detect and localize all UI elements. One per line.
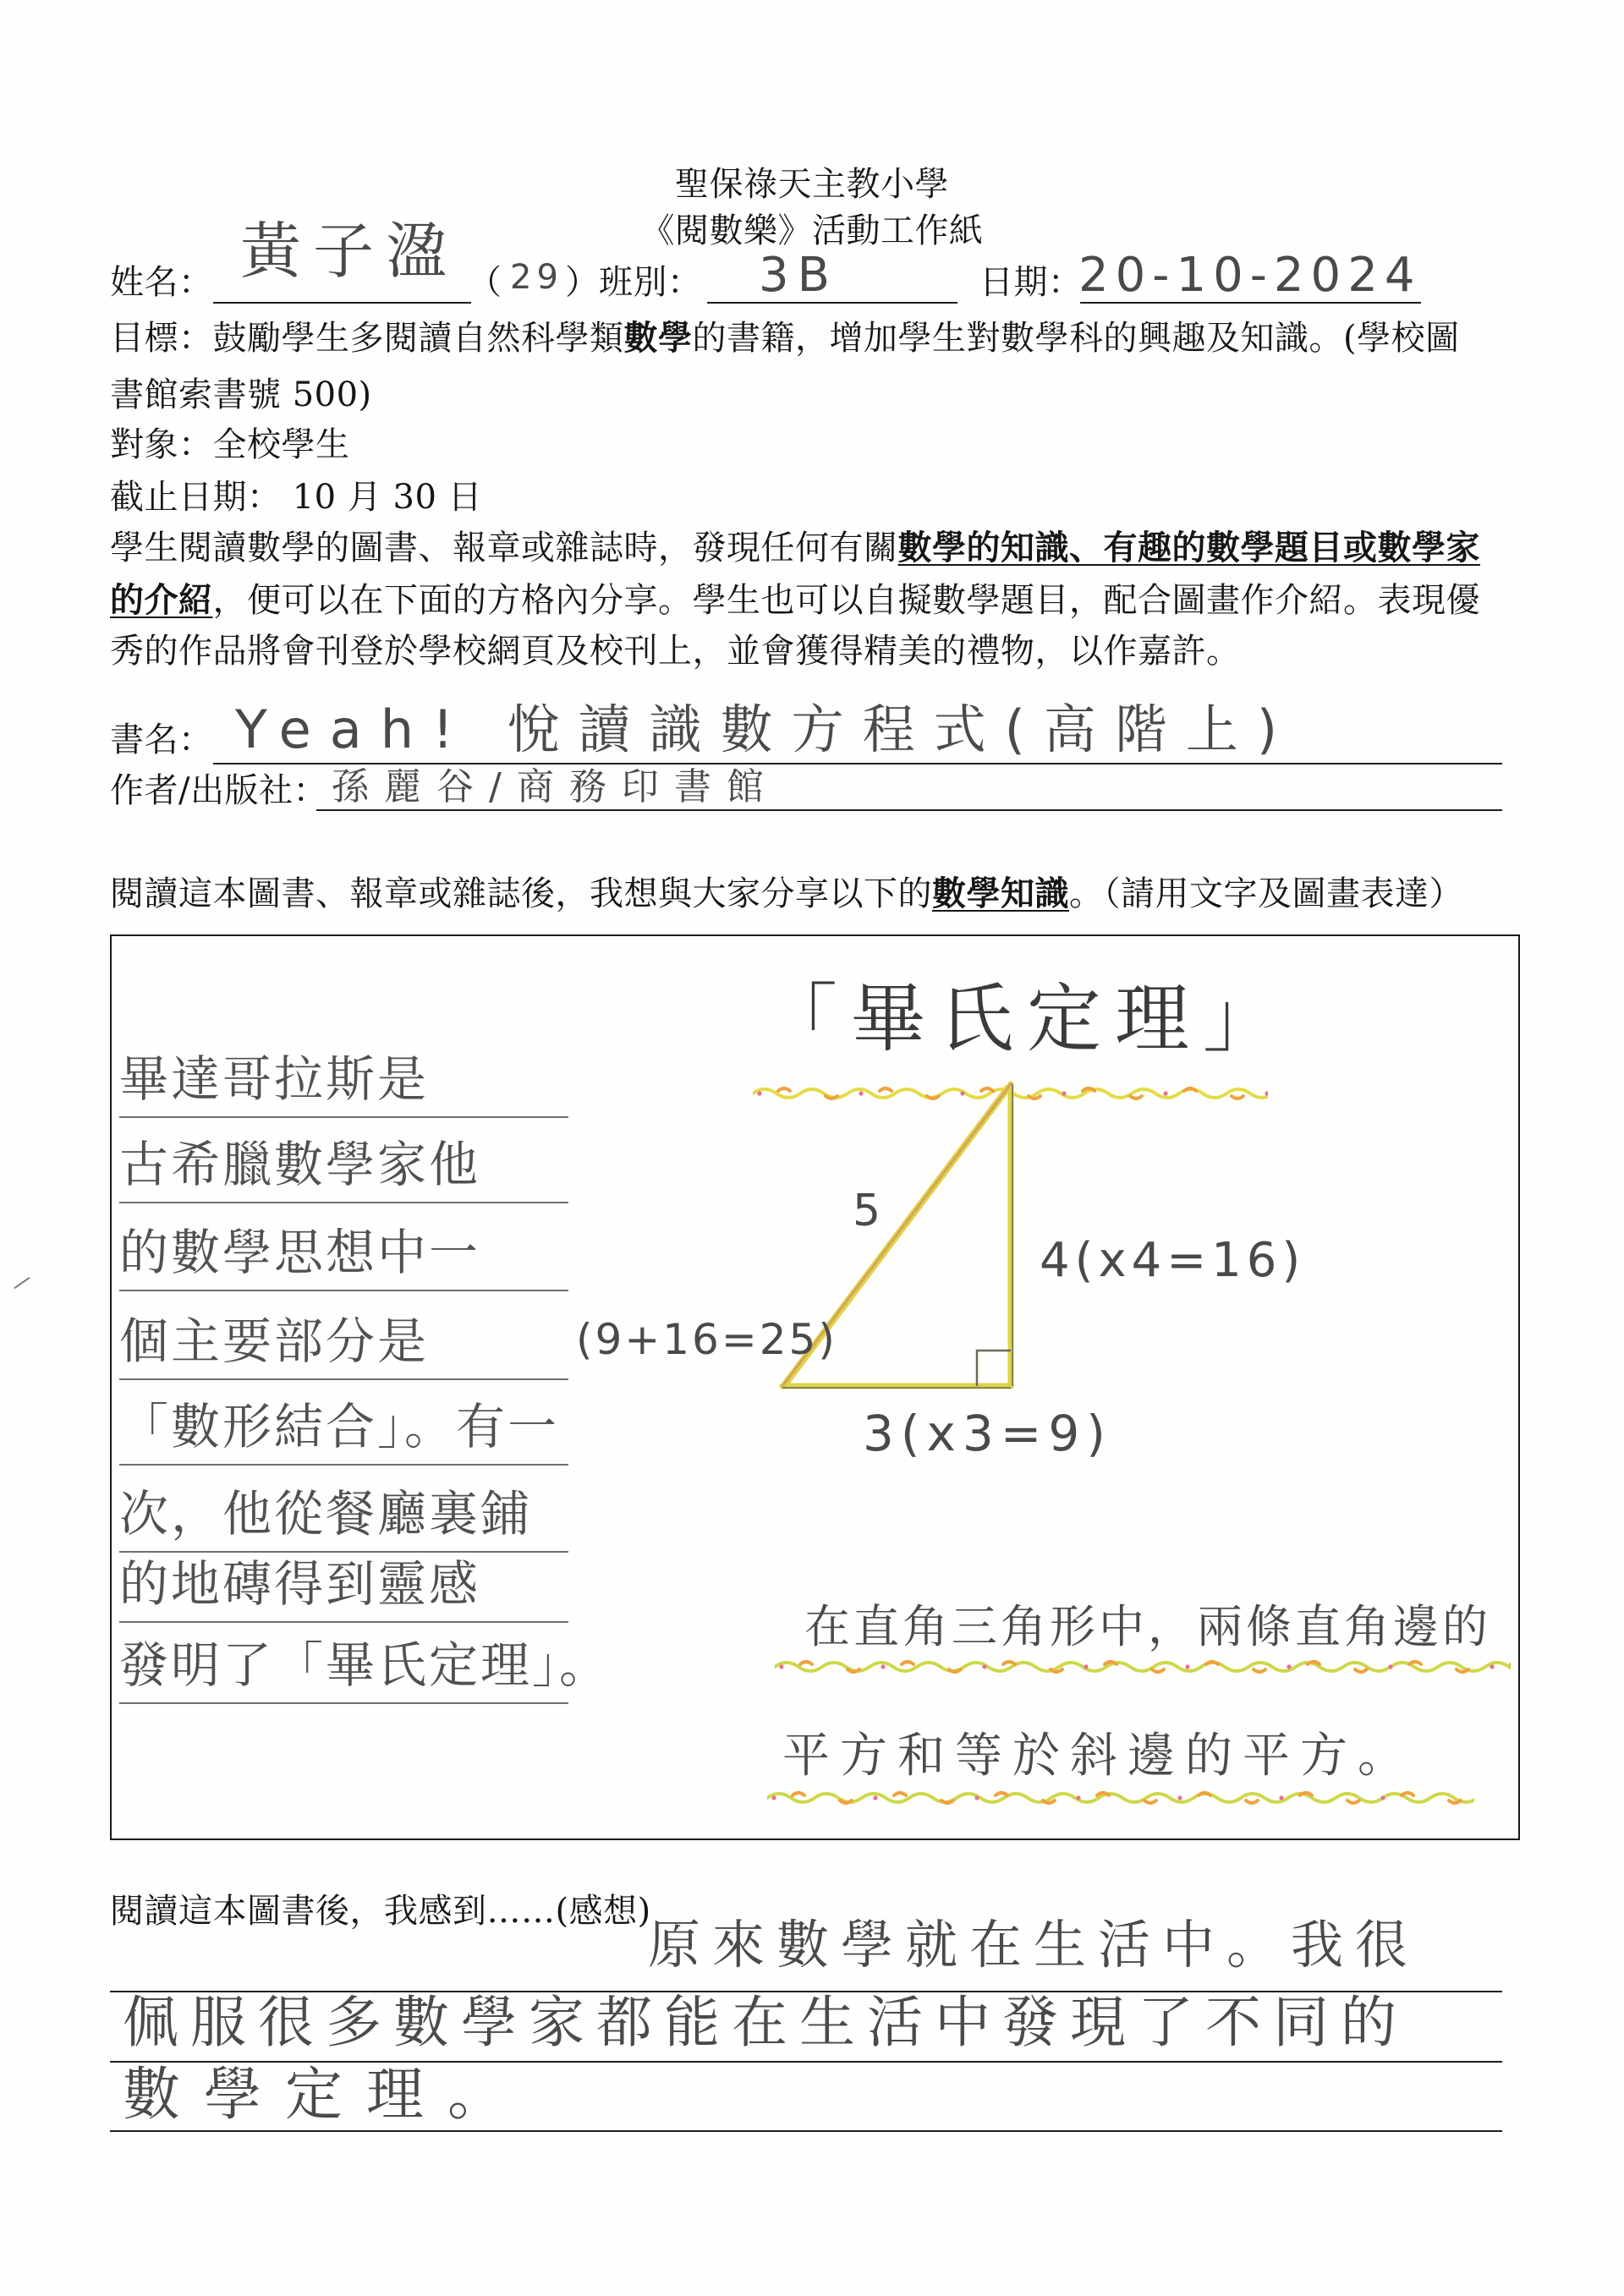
book-title: Yeah! 悅讀識數方程式(高階上)	[235, 699, 1297, 760]
date-label: 日期：	[979, 263, 1083, 302]
share-prompt-text: 。（請用文字及圖畫表達）	[1069, 874, 1463, 913]
reflection-line: 原來數學就在生活中。我很	[648, 1914, 1420, 1975]
date-value: 20-10-2024	[1078, 248, 1422, 303]
share-prompt	[110, 874, 1463, 914]
author-publisher: 孫麗谷/商務印書館	[332, 765, 779, 808]
instructions-text: 學生閱讀數學的圖書、報章或雜誌時，發現任何有關	[110, 529, 898, 567]
target-audience: 對象：全校學生	[110, 425, 350, 464]
share-prompt-text: 閱讀這本圖書、報章或雜誌後，我想與大家分享以下的	[110, 874, 932, 913]
theorem-wavy-underline	[775, 1655, 1511, 1679]
story-line: 次，他從餐廳裏鋪	[119, 1477, 568, 1553]
wave-accent-layer	[767, 1786, 1474, 1810]
story-line: 的數學思想中一	[119, 1215, 568, 1291]
hypotenuse-square-label: (9+16=25)	[576, 1315, 837, 1364]
instructions-emphasis: 的介紹	[110, 580, 213, 620]
story-line: 古希臘數學家他	[119, 1127, 568, 1203]
class-number-open-paren: （	[468, 263, 502, 302]
class-value: 3B	[759, 248, 839, 303]
story-line: 發明了「畢氏定理」。	[119, 1628, 568, 1704]
stray-pencil-mark	[14, 1277, 30, 1289]
reflection-writing-line	[110, 2130, 1502, 2132]
objective-text: 目標：鼓勵學生多閱讀自然科學類	[110, 319, 624, 358]
reflection-prompt: 閱讀這本圖書後，我感到……(感想)	[110, 1892, 651, 1931]
share-heading: 「畢氏定理」	[763, 975, 1292, 1062]
story-line: 的地磚得到靈感	[119, 1547, 568, 1623]
instructions-line-3: 秀的作品將會刊登於學校網頁及校刊上，並會獲得精美的禮物，以作嘉許。	[110, 632, 1241, 671]
objective-text: 的書籍，增加學生對數學科的興趣及知識。(學校圖	[692, 319, 1460, 358]
school-name: 聖保祿天主教小學	[675, 165, 949, 204]
book-title-label: 書名：	[110, 721, 213, 759]
name-label: 姓名：	[110, 263, 213, 302]
theorem-line: 在直角三角形中，兩條直角邊的	[804, 1600, 1491, 1653]
class-label: 班別：	[599, 263, 702, 302]
class-number: 29	[510, 258, 563, 297]
author-publisher-label: 作者/出版社：	[110, 771, 327, 810]
objective-line-2: 書館索書號 500)	[110, 375, 372, 414]
right-angle-marker	[977, 1351, 1011, 1386]
book-title-line	[213, 763, 1502, 764]
story-line: 個主要部分是	[119, 1304, 568, 1380]
story-line: 畢達哥拉斯是	[119, 1042, 568, 1118]
objective-bold-math: 數學	[623, 318, 693, 358]
instructions-text: ，便可以在下面的方格內分享。學生也可以自擬數學題目，配合圖畫作介紹。表現優	[212, 581, 1480, 620]
wave-accent-layer	[775, 1655, 1511, 1679]
share-box	[110, 934, 1520, 1840]
student-name: 黃子溋	[240, 216, 459, 287]
instructions-line-1	[110, 528, 1480, 568]
vertical-side-label: 4(x4=16)	[1040, 1233, 1306, 1288]
name-blank-line	[213, 302, 471, 304]
theorem-line: 平方和等於斜邊的平方。	[782, 1729, 1415, 1784]
instructions-emphasis: 數學的知識、有趣的數學題目或數學家	[897, 528, 1480, 567]
right-triangle-diagram	[112, 936, 1517, 1838]
objective-line-1	[110, 318, 1460, 359]
hypotenuse-label: 5	[853, 1186, 881, 1236]
instructions-line-2	[110, 580, 1480, 621]
share-prompt-emphasis: 數學知識	[932, 874, 1069, 913]
story-line: 「數形結合」。有一	[119, 1389, 568, 1466]
base-side-label: 3(x3=9)	[863, 1405, 1112, 1462]
theorem-wavy-underline	[767, 1786, 1474, 1810]
class-number-close-paren: ）	[565, 263, 600, 302]
deadline: 截止日期： 10 月 30 日	[110, 478, 483, 517]
worksheet-title: 《閱數樂》活動工作紙	[640, 211, 984, 250]
reflection-line: 佩服很多數學家都能在生活中發現了不同的	[123, 1990, 1408, 2055]
reflection-line: 數學定理。	[123, 2062, 529, 2129]
author-publisher-line	[316, 809, 1502, 811]
